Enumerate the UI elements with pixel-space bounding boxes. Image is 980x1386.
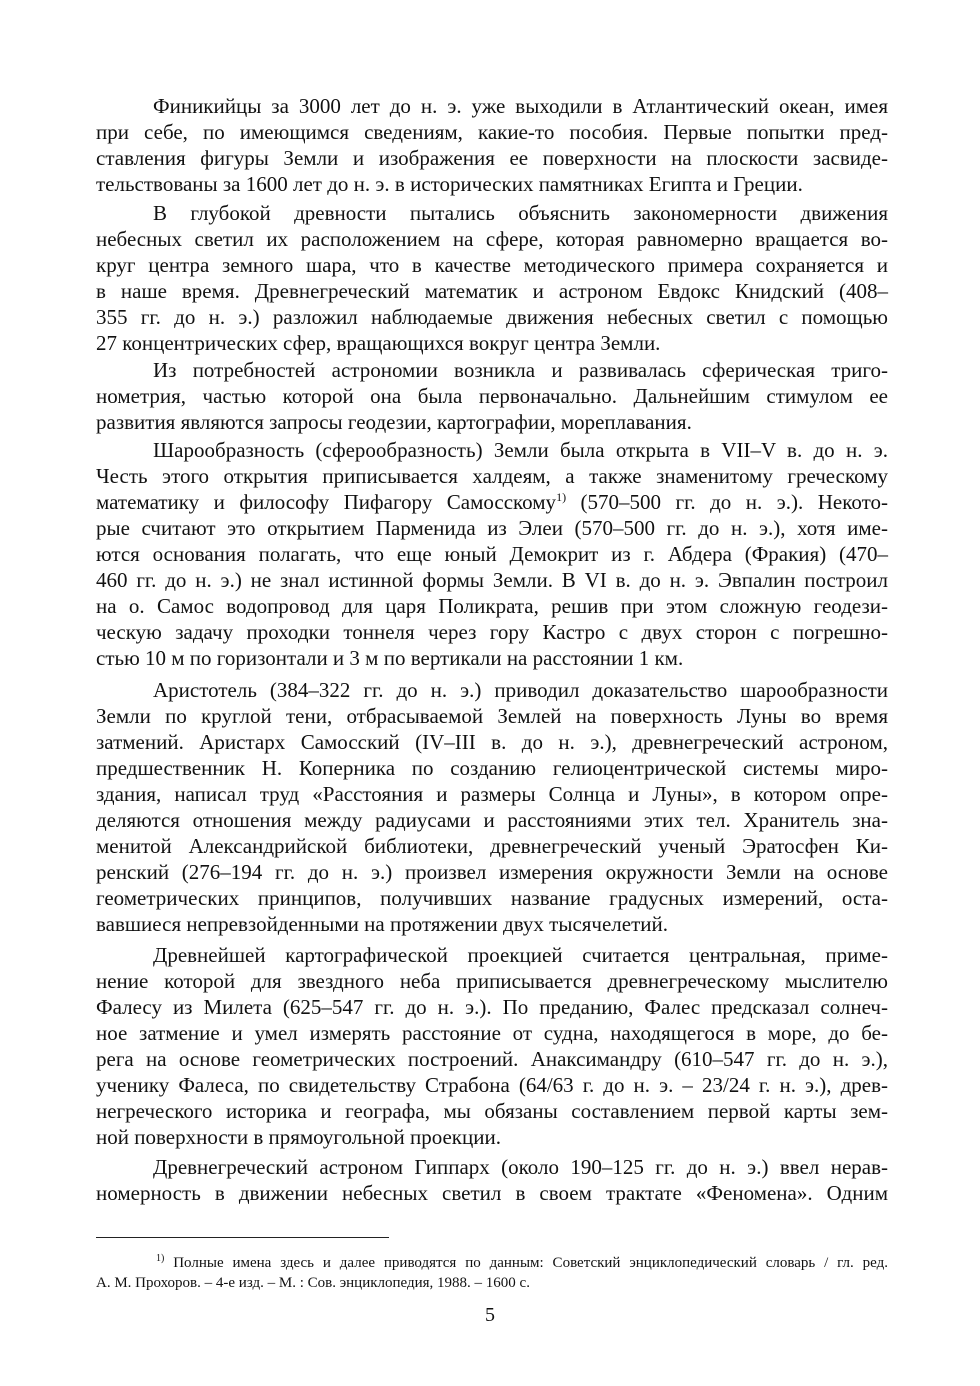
text-line: тельствованы за 1600 лет до н. э. в исторических памятниках Египта и Греции. [96, 172, 803, 196]
footnote-line [96, 1253, 888, 1273]
text-line: 460 гг. до н. э.) не знал истинной формы Земли. В VI в. до н. э. Эвпалин построил [96, 568, 888, 592]
text-line: ческую задачу проходки тоннеля через гору Кастро с двух сторон с погрешно- [96, 620, 888, 644]
text-line: развития являются запросы геодезии, картографии, мореплавания. [96, 410, 692, 434]
text-line: предшественник Н. Коперника по созданию гелиоцентрической системы миро- [96, 756, 888, 780]
paragraph-6 [96, 942, 888, 1150]
text-line: негреческого историка и географа, мы обязаны составлением первой карты зем- [96, 1099, 888, 1123]
text-line: в наше время. Древнегреческий математик и астроном Евдокс Книдский (408– [96, 279, 888, 303]
paragraph-5 [96, 677, 888, 937]
text-line: ставления фигуры Земли и изображения ее поверхности на плоскости засвиде- [96, 146, 888, 170]
text-line: стью 10 м по горизонтали и 3 м по вертикали на расстоянии 1 км. [96, 646, 684, 670]
footnote-text: Полные имена здесь и далее приводятся по данным: Советский энциклопедический словарь / гл. ред. [164, 1255, 888, 1271]
text-line: на о. Самос водопровод для царя Поликрата, решив при этом сложную геодези- [96, 594, 888, 618]
footnote-mark: 1) [156, 1253, 165, 1264]
text-line: рега на основе геометрических построений. Анаксимандру (610–547 гг. до н. э.), [96, 1047, 888, 1071]
text-line: затмений. Аристарх Самосский (IV–III в. до н. э.), древнегреческий астроном, [96, 730, 888, 754]
text-segment: математику и философу Пифагору Самосскому [96, 490, 557, 514]
text-line: Из потребностей астрономии возникла и развивалась сферическая триго- [153, 358, 888, 382]
text-line: В глубокой древности пытались объяснить закономерности движения [153, 201, 888, 225]
paragraph-4 [96, 437, 888, 671]
footnote-reference[interactable]: 1) [556, 490, 567, 504]
text-line: 27 концентрических сфер, вращающихся вокруг центра Земли. [96, 331, 661, 355]
text-line: ренский (276–194 гг. до н. э.) произвел измерения окружности Земли на основе [96, 860, 888, 884]
text-line: менитой Александрийской библиотеки, древнегреческий ученый Эратосфен Ки- [96, 834, 888, 858]
text-line: Древнейшей картографической проекцией считается центральная, приме- [153, 943, 888, 967]
paragraph-7 [96, 1154, 888, 1206]
text-line: вавшиеся непревзойденными на протяжении двух тысячелетий. [96, 912, 669, 936]
text-line: здания, написал труд «Расстояния и размеры Солнца и Луны», в котором опре- [96, 782, 888, 806]
text-line: круг центра земного шара, что в качестве методического примера сохраняется и [96, 253, 888, 277]
footnote-divider [96, 1237, 389, 1238]
footnote-text: А. М. Прохоров. – 4-е изд. – М. : Сов. энциклопедия, 1988. – 1600 с. [96, 1275, 530, 1291]
text-line: Финикийцы за 3000 лет до н. э. уже выходили в Атлантический океан, имея [153, 94, 888, 118]
text-segment: (570–500 гг. до н. э.). Некото- [566, 490, 888, 514]
footnote-line [96, 1273, 888, 1293]
text-line: номерность в движении небесных светил в своем трактате «Феномена». Одним [96, 1181, 888, 1205]
text-line: нометрия, частью которой она была первоначально. Дальнейшим стимулом ее [96, 384, 888, 408]
text-line: Фалесу из Милета (625–547 гг. до н. э.). По преданию, Фалес предсказал солнеч- [96, 995, 888, 1019]
text-line: Древнегреческий астроном Гиппарх (около 190–125 гг. до н. э.) ввел нерав- [153, 1155, 888, 1179]
paragraph-1 [96, 93, 888, 197]
paragraph-3 [96, 357, 888, 435]
text-line: небесных светил их расположением на сфере, которая равномерно вращается во- [96, 227, 888, 251]
text-line: Земли по круглой тени, отбрасываемой Землей на поверхность Луны во время [96, 704, 888, 728]
text-line: ной поверхности в прямоугольной проекции. [96, 1125, 501, 1149]
text-line: геометрических принципов, получивших название градусных измерений, оста- [96, 886, 888, 910]
text-line: ное затмение и умел измерять расстояние от судна, находящегося в море, до бе- [96, 1021, 888, 1045]
text-line-with-footnote [96, 489, 888, 515]
text-line: рые считают это открытием Парменида из Элеи (570–500 гг. до н. э.), хотя име- [96, 516, 888, 540]
page-number: 5 [485, 1304, 495, 1326]
text-line: при себе, по имеющимся сведениям, какие-то пособия. Первые попытки пред- [96, 120, 888, 144]
text-line: нение которой для звездного неба приписывается древнегреческому мыслителю [96, 969, 888, 993]
text-line: Аристотель (384–322 гг. до н. э.) приводил доказательство шарообразности [153, 678, 888, 702]
text-line: Шарообразность (сферообразность) Земли была открыта в VII–V в. до н. э. [153, 438, 888, 462]
paragraph-2 [96, 200, 888, 356]
text-line: ются основания полагать, что еще юный Демокрит из г. Абдера (Фракия) (470– [96, 542, 888, 566]
text-line: 355 гг. до н. э.) разложил наблюдаемые движения небесных светил с помощью [96, 305, 888, 329]
text-line: Честь этого открытия приписывается халдеям, а также знаменитому греческому [96, 464, 888, 488]
text-line: ученику Фалеса, по свидетельству Страбона (64/63 г. до н. э. – 23/24 г. н. э.), древ- [96, 1073, 888, 1097]
text-line: деляются отношения между радиусами и расстояниями этих тел. Хранитель зна- [96, 808, 888, 832]
